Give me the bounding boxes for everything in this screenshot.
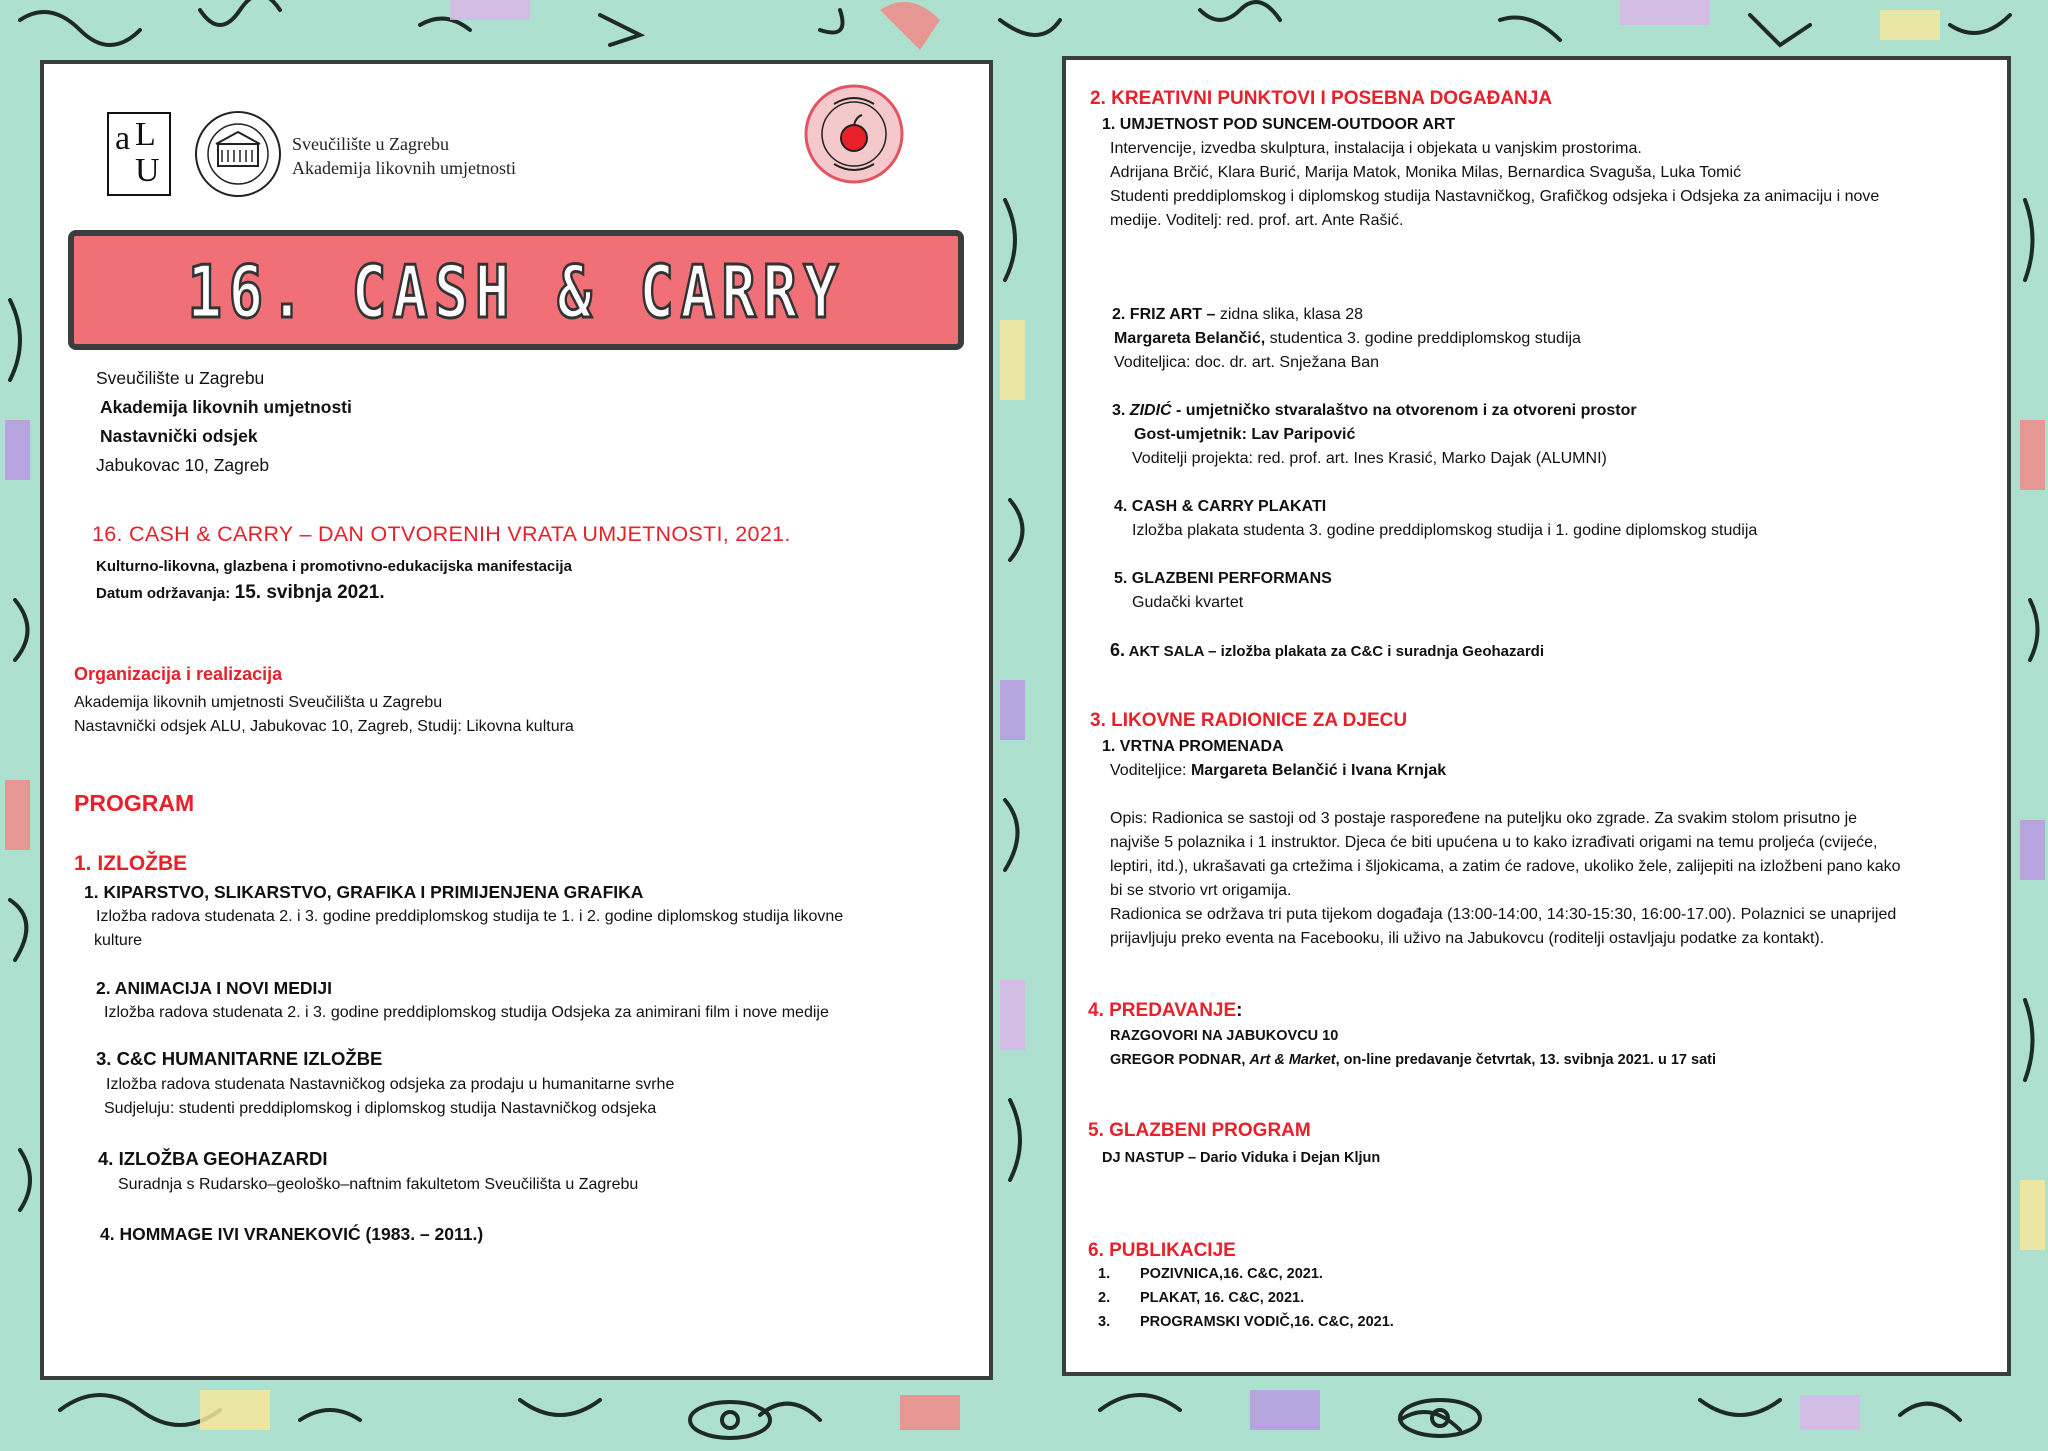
program-heading: PROGRAM <box>74 790 195 816</box>
akt-sala-number: 6. <box>1110 640 1126 660</box>
org-heading: Organizacija i realizacija <box>74 664 283 684</box>
logo-letter-a: a <box>115 120 131 157</box>
exhibition-title: 3. C&C HUMANITARNE IZLOŽBE <box>96 1048 383 1069</box>
exhibition-title: 4. HOMMAGE IVI VRANEKOVIĆ (1983. – 2011.) <box>100 1224 484 1244</box>
alu-logo <box>107 112 171 196</box>
section-creative-heading: 2. KREATIVNI PUNKTOVI I POSEBNA DOGAĐANJA <box>1090 88 1553 109</box>
lecture-line: RAZGOVORI NA JABUKOVCU 10 <box>1110 1028 1339 1044</box>
zidic-title <box>1112 402 1637 420</box>
outdoor-art-line: Adrijana Brčić, Klara Burić, Marija Matok, Monika Milas, Bernardica Svaguša, Luka Tomić <box>1110 164 1742 181</box>
publication-number: 2. <box>1098 1290 1111 1306</box>
event-title: 16. CASH & CARRY – DAN OTVORENIH VRATA UMJETNOSTI, 2021. <box>92 522 791 546</box>
akt-sala-text: AKT SALA – izložba plakata za C&C i suradnja Geohazardi <box>1125 643 1544 660</box>
section-music-heading: 5. GLAZBENI PROGRAM <box>1088 1120 1311 1141</box>
workshop-title: 1. VRTNA PROMENADA <box>1102 738 1284 755</box>
lecture-heading-text: 4. PREDAVANJE <box>1088 1000 1237 1021</box>
music-performance-title: 5. GLAZBENI PERFORMANS <box>1114 570 1332 587</box>
friz-art-title <box>1112 306 1363 324</box>
address-line: Akademija likovnih umjetnosti <box>100 397 352 417</box>
zidic-guest: Gost-umjetnik: Lav Paripović <box>1134 426 1356 443</box>
publication-text: POZIVNICA,16. C&C, 2021. <box>1140 1266 1323 1282</box>
outdoor-art-line: Studenti preddiplomskog i diplomskog studija Nastavničkog, Grafičkog odsjeka i Odsjeka za animaciju i nove <box>1110 188 1880 205</box>
music-performance-line: Gudački kvartet <box>1132 594 1244 611</box>
exhibition-desc: Izložba radova studenata Nastavničkog odsjeka za prodaju u humanitarne svrhe <box>106 1076 675 1093</box>
exhibition-title: 4. IZLOŽBA GEOHAZARDI <box>98 1148 328 1169</box>
friz-art-artist <box>1114 330 1581 348</box>
exhibition-desc: Suradnja s Rudarsko–geološko–naftnim fakultetom Sveučilišta u Zagrebu <box>118 1176 639 1193</box>
exhibition-desc: Sudjeluju: studenti preddiplomskog i diplomskog studija Nastavničkog odsjeka <box>104 1100 657 1117</box>
workshop-desc: najviše 5 polaznika i 1 instruktor. Djeca će biti upućena u to kako izrađivati origami na temu proljeća (cvijeće, <box>1110 834 1878 851</box>
left-page <box>40 60 993 1380</box>
friz-artist-name: Margareta Belančić, <box>1114 330 1266 347</box>
workshop-leads-names: Margareta Belančić i Ivana Krnjak <box>1190 762 1447 779</box>
university-seal-icon <box>194 110 282 198</box>
publication-number: 1. <box>1098 1266 1111 1282</box>
right-page <box>1062 56 2011 1376</box>
header-academy: Akademija likovnih umjetnosti <box>292 158 516 178</box>
posters-line: Izložba plakata studenta 3. godine preddiplomskog studija i 1. godine diplomskog studija <box>1132 522 1758 539</box>
section-workshops-heading: 3. LIKOVNE RADIONICE ZA DJECU <box>1090 710 1408 731</box>
event-subtitle: Kulturno-likovna, glazbena i promotivno-edukacijska manifestacija <box>96 558 572 575</box>
exhibition-desc: Izložba radova studenata 2. i 3. godine preddiplomskog studija te 1. i 2. godine diplomskog studija likovne <box>96 908 844 925</box>
exhibition-title: 2. ANIMACIJA I NOVI MEDIJI <box>96 978 332 998</box>
exhibition-desc: kulture <box>94 932 143 949</box>
workshop-desc: Opis: Radionica se sastoji od 3 postaje raspoređene na puteljku oko zgrade. Za svakim stolom prisutno je <box>1110 810 1858 827</box>
posters-title: 4. CASH & CARRY PLAKATI <box>1114 498 1327 515</box>
publication-item <box>1098 1266 1323 1282</box>
section-lecture-heading <box>1088 1000 1243 1022</box>
logo-letter-u: U <box>135 152 160 189</box>
publication-text: PROGRAMSKI VODIČ,16. C&C, 2021. <box>1140 1314 1394 1330</box>
zidic-name: ZIDIĆ <box>1129 402 1172 419</box>
friz-art-label: 2. FRIZ ART – <box>1112 306 1216 323</box>
header-university: Sveučilište u Zagrebu <box>292 134 449 154</box>
publication-item <box>1098 1314 1394 1330</box>
zidic-lead: Voditelji projekta: red. prof. art. Ines Krasić, Marko Dajak (ALUMNI) <box>1132 450 1607 467</box>
exhibitions-heading: 1. IZLOŽBE <box>74 852 188 875</box>
address-line: Jabukovac 10, Zagreb <box>96 455 270 475</box>
outdoor-art-title: 1. UMJETNOST POD SUNCEM-OUTDOOR ART <box>1102 116 1456 133</box>
section-publications-heading: 6. PUBLIKACIJE <box>1088 1240 1236 1261</box>
lecture-topic: Art & Market <box>1249 1052 1336 1068</box>
publication-item <box>1098 1290 1304 1306</box>
cash-carry-stamp-icon <box>804 84 904 184</box>
friz-art-detail: zidna slika, klasa 28 <box>1215 306 1364 323</box>
zidic-number: 3. <box>1112 402 1130 419</box>
logo-letter-l: L <box>135 116 156 153</box>
event-date <box>96 582 385 604</box>
address-line: Sveučilište u Zagrebu <box>96 368 265 388</box>
lecture-heading-colon: : <box>1236 1000 1243 1021</box>
org-line: Nastavnički odsjek ALU, Jabukovac 10, Zagreb, Studij: Likovna kultura <box>74 718 574 735</box>
outdoor-art-line: Intervencije, izvedba skulptura, instalacija i objekata u vanjskim prostorima. <box>1110 140 1642 157</box>
zidic-detail: - umjetničko stvaralaštvo na otvorenom i za otvoreni prostor <box>1171 402 1637 419</box>
publication-number: 3. <box>1098 1314 1111 1330</box>
workshop-desc: prijavljuju preko eventa na Facebooku, ili uživo na Jabukovcu (roditelji ostavljaju podatke za kontakt). <box>1110 930 1825 947</box>
lecture-detail: , on-line predavanje četvrtak, 13. svibnja 2021. u 17 sati <box>1335 1052 1716 1068</box>
lecture-speaker: GREGOR PODNAR, <box>1110 1052 1250 1068</box>
workshop-desc: Radionica se održava tri puta tijekom događaja (13:00-14:00, 14:30-15:30, 16:00-17.00). Polaznici se unaprijed <box>1110 906 1897 923</box>
banner-title: 16. CASH & CARRY <box>187 250 845 334</box>
publication-text: PLAKAT, 16. C&C, 2021. <box>1140 1290 1305 1306</box>
workshop-desc: bi se stvorio vrt origamija. <box>1110 882 1292 899</box>
address-line: Nastavnički odsjek <box>100 426 258 446</box>
dj-line: DJ NASTUP – Dario Viduka i Dejan Kljun <box>1102 1150 1381 1166</box>
lecture-line <box>1110 1052 1716 1068</box>
workshop-desc: leptiri, itd.), ukrašavati ga crtežima i šljokicama, a zatim će radove, ukoliko žele, zalijepiti na izložbeni pano kako <box>1110 858 1901 875</box>
exhibition-desc: Izložba radova studenata 2. i 3. godine preddiplomskog studija Odsjeka za animirani film i nove medije <box>104 1004 829 1021</box>
workshop-leads-label: Voditeljice: <box>1110 762 1191 779</box>
org-line: Akademija likovnih umjetnosti Sveučilišta u Zagrebu <box>74 694 443 711</box>
outdoor-art-line: medije. Voditelj: red. prof. art. Ante Rašić. <box>1110 212 1404 229</box>
akt-sala-line <box>1110 640 1544 661</box>
exhibition-title: 1. KIPARSTVO, SLIKARSTVO, GRAFIKA I PRIMIJENJENA GRAFIKA <box>84 882 644 902</box>
workshop-leads <box>1110 762 1446 780</box>
date-value: 15. svibnja 2021. <box>234 582 385 603</box>
friz-art-lead: Voditeljica: doc. dr. art. Snježana Ban <box>1114 354 1380 371</box>
title-banner <box>68 230 964 350</box>
friz-artist-detail: studentica 3. godine preddiplomskog studija <box>1265 330 1581 347</box>
date-label: Datum održavanja: <box>96 585 231 602</box>
